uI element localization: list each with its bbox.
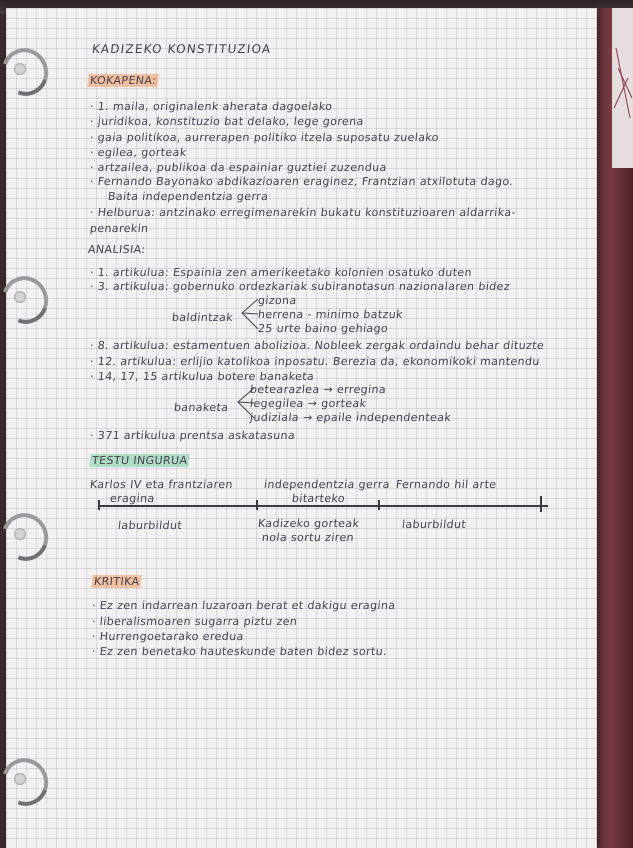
page-title: KADIZEKO KONSTITUZIOA	[91, 42, 273, 56]
analisia-line: · 8. artikulua: estamentuen abolizioa. Nobleek zergak ordaindu behar dituzte	[89, 339, 545, 352]
analisia-line: · 12. artikulua: erlijio katolikoa inposatu. Berezia da, ekonomikoki mantendu	[89, 355, 541, 368]
kokapena-line: · egilea, gorteak	[89, 146, 188, 159]
timeline-tick	[256, 500, 258, 510]
timeline-label: Karlos IV eta frantziaren	[89, 478, 234, 491]
kokapena-line: · Helburua: antzinako erregimenarekin bukatu konstituzioaren aldarrika-	[89, 206, 517, 219]
branch-label-banaketa: banaketa	[173, 401, 230, 414]
timeline-label: eragina	[109, 492, 156, 505]
kokapena-line: · artzailea, publikoa da espainiar guztiei zuzendua	[89, 161, 388, 174]
branch-label-baldintzak: baldintzak	[171, 311, 234, 324]
timeline-axis	[98, 505, 548, 507]
branch-item: gizona	[257, 294, 298, 307]
timeline-tick	[540, 496, 542, 512]
binder-ring	[0, 751, 56, 814]
section-heading-kokapena: KOKAPENA:	[89, 74, 157, 87]
section-heading-analisia: ANALISIA:	[87, 243, 147, 256]
timeline-label: bitarteko	[291, 492, 346, 505]
kokapena-line: · Fernando Bayonako abdikazioaren eraginez, Frantzian atxilotuta dago.	[89, 175, 515, 188]
branch-item: legegilea → gorteak	[249, 397, 368, 410]
timeline-note: Kadizeko gorteak	[257, 517, 361, 530]
timeline-note: nola sortu ziren	[261, 531, 355, 544]
timeline-tick	[378, 500, 380, 510]
kokapena-line: penarekin	[89, 222, 150, 235]
kokapena-line: Baita independentzia gerra	[107, 190, 269, 203]
analisia-line: · 14, 17, 15 artikulua botere banaketa	[89, 370, 315, 383]
branch-item: herrena - minimo batzuk	[257, 308, 404, 321]
branch-item: judiziala → epaile independenteak	[249, 411, 452, 424]
kritika-line: · Ez zen indarrean luzaroan berat et dakigu eragina	[91, 599, 397, 612]
sketch-lines-icon	[612, 8, 633, 168]
binder-ring	[0, 269, 56, 332]
analisia-line: · 3. artikulua: gobernuko ordezkariak subiranotasun nazionalaren bidez	[89, 280, 511, 293]
timeline-label: Fernando hil arte	[395, 478, 498, 491]
kokapena-line: · juridikoa, konstituzio bat delako, lege gorena	[89, 115, 365, 128]
section-heading-kritika: KRITIKA	[93, 575, 141, 588]
branch-item: betearazlea → erregina	[249, 383, 387, 396]
kokapena-line: · 1. maila, originalenk aherata dagoelako	[89, 100, 334, 113]
kokapena-line: · gaia politikoa, aurrerapen politiko itzela suposatu zuelako	[89, 131, 440, 144]
kritika-line: · Ez zen benetako hauteskunde baten bidez sortu.	[91, 645, 388, 658]
timeline-tick	[98, 500, 100, 510]
analisia-line: · 371 artikulua prentsa askatasuna	[89, 429, 296, 442]
timeline-note: laburbildut	[401, 518, 467, 531]
kritika-line: · Hurrengoetarako eredua	[91, 630, 245, 643]
background-sheet	[612, 8, 633, 168]
branch-item: 25 urte baino gehiago	[257, 322, 389, 335]
timeline-note: laburbildut	[117, 519, 183, 532]
timeline-label: independentzia gerra	[263, 478, 391, 491]
notebook-page	[6, 8, 597, 848]
kritika-line: · liberalismoaren sugarra piztu zen	[91, 615, 298, 628]
analisia-line: · 1. artikulua: Espainia zen amerikeetako kolonien osatuko duten	[89, 266, 473, 279]
binder-ring	[0, 506, 56, 569]
binder-ring	[0, 41, 56, 104]
section-heading-testuinguru: TESTU INGURUA	[91, 454, 189, 467]
